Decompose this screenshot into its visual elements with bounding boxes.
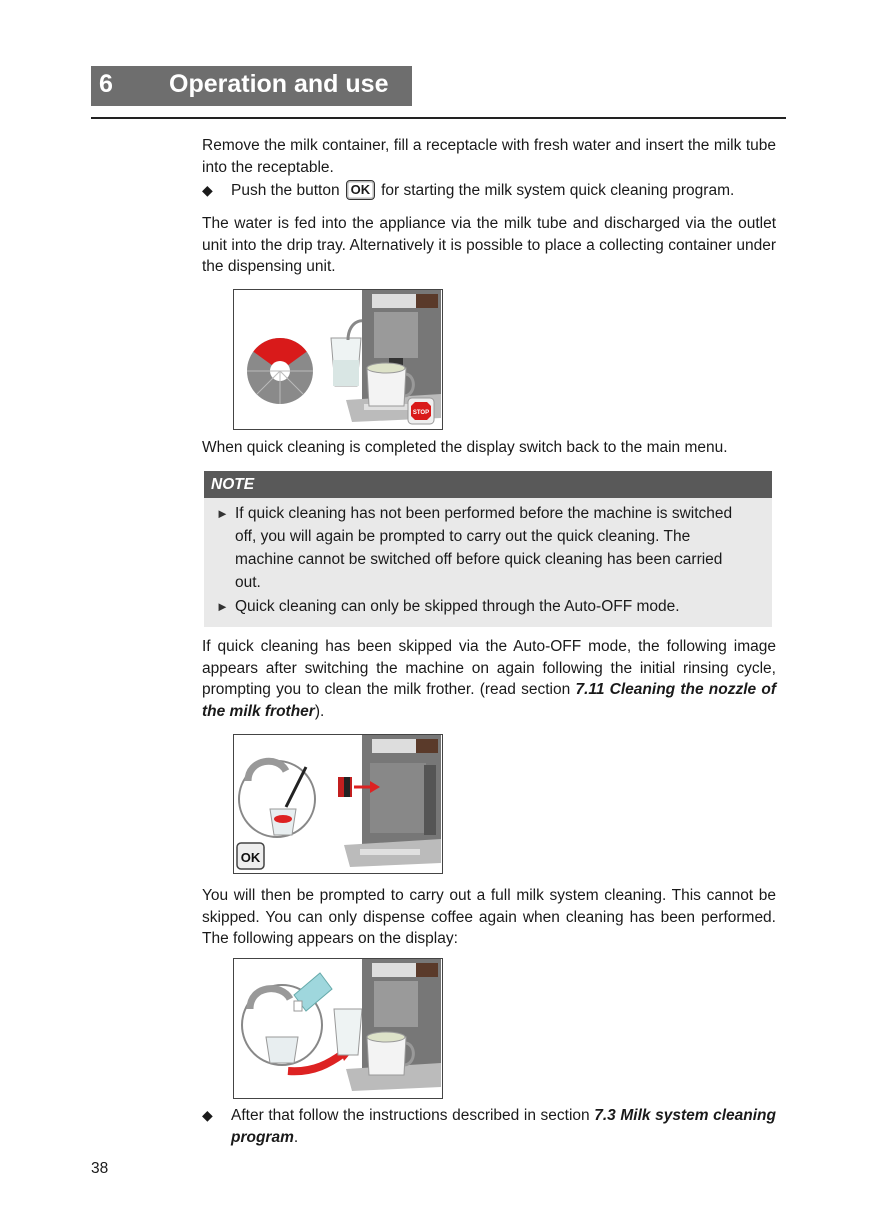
clean-frother-illustration bbox=[234, 735, 442, 873]
diamond-bullet-icon: ◆ bbox=[202, 1107, 213, 1123]
section-title: Operation and use bbox=[169, 70, 389, 98]
page-number: 38 bbox=[91, 1160, 109, 1177]
note-item: ► If quick cleaning has not been performed before the machine is switched off, you will again be prompted to carry out the quick cleaning. The machine cannot be switched off before quick cleaning has been carried out. bbox=[216, 502, 746, 594]
water-glass-icon bbox=[334, 1009, 362, 1055]
ok-key-icon bbox=[237, 843, 264, 869]
note-box bbox=[204, 471, 772, 627]
detergent-bottle-icon bbox=[294, 973, 332, 1011]
magnifier-circle-icon bbox=[239, 761, 315, 837]
bullet1-text-after: for starting the milk system quick cleaning program. bbox=[381, 182, 735, 199]
paragraph-full-cleaning: You will then be prompted to carry out a full milk system cleaning. This cannot be skipped. You can only dispense coffee again when cleaning has been performed. The following appears on the display: bbox=[202, 887, 776, 947]
triangle-bullet-icon: ► bbox=[216, 506, 229, 521]
ok-key-icon: OK bbox=[346, 180, 376, 200]
note-item: ► Quick cleaning can only be skipped through the Auto-OFF mode. bbox=[216, 595, 746, 618]
svg-text:STOP: STOP bbox=[412, 410, 430, 416]
bullet-follow-instructions: ◆ After that follow the instructions described in section 7.3 Milk system cleaning program. bbox=[202, 1107, 776, 1146]
bullet-push-ok bbox=[202, 180, 776, 204]
bullet1-text-before: Push the button bbox=[231, 182, 340, 199]
triangle-bullet-icon: ► bbox=[216, 599, 229, 614]
svg-text:OK: OK bbox=[240, 850, 261, 865]
note-title: NOTE bbox=[204, 471, 772, 498]
header-divider bbox=[91, 117, 786, 119]
full-cleaning-illustration bbox=[234, 959, 442, 1098]
section-reference-7-11: 7.11 Cleaning the nozzle of the milk frother bbox=[202, 681, 777, 720]
quick-cleaning-illustration bbox=[234, 290, 442, 429]
coffee-machine-icon bbox=[344, 735, 441, 867]
diamond-bullet-icon: ◆ bbox=[202, 182, 213, 198]
paragraph-auto-off-skipped: If quick cleaning has been skipped via the Auto-OFF mode, the following image appears after switching the machine on again following the initial rinsing cycle, prompting you to clean the milk frother. (read section 7.11 Cleaning the nozzle of the milk frother). bbox=[202, 638, 777, 720]
figure-clean-frother bbox=[233, 734, 443, 874]
figure-full-cleaning bbox=[233, 958, 443, 1099]
section-reference-7-3: 7.3 Milk system cleaning program bbox=[231, 1107, 776, 1146]
stop-icon bbox=[408, 398, 434, 424]
section-number: 6 bbox=[99, 70, 113, 98]
progress-dial-icon bbox=[247, 338, 313, 404]
paragraph-remove-milk-container: Remove the milk container, fill a receptacle with fresh water and insert the milk tube into the receptable. bbox=[202, 137, 776, 176]
section-header bbox=[91, 66, 412, 106]
paragraph-water-fed: The water is fed into the appliance via the milk tube and discharged via the outlet unit into the drip tray. Alternatively it is possible to place a collecting container under the dispensing unit. bbox=[202, 215, 776, 275]
paragraph-quick-cleaning-completed: When quick cleaning is completed the display switch back to the main menu. bbox=[202, 439, 728, 456]
figure-quick-cleaning bbox=[233, 289, 443, 430]
